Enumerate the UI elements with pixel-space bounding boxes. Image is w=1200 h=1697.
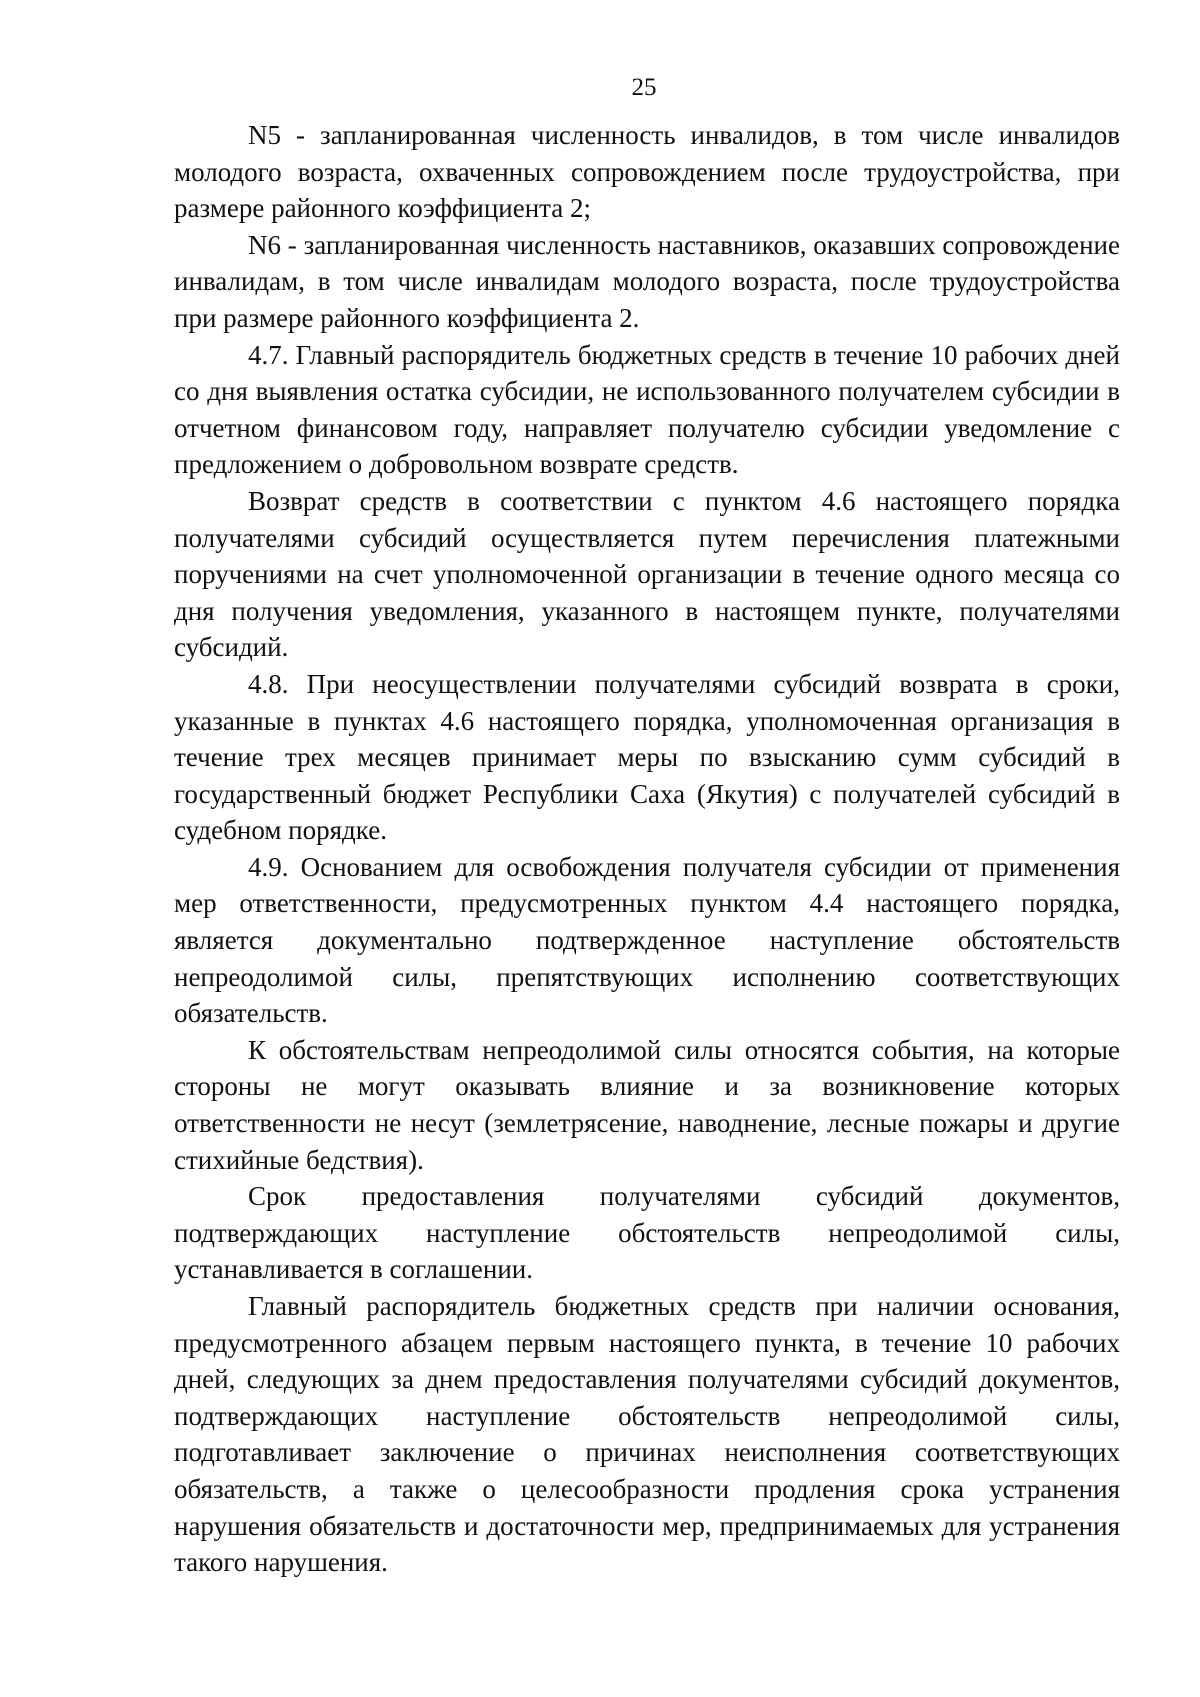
page-number: 25 <box>631 74 657 101</box>
paragraph-4-7: 4.7. Главный распорядитель бюджетных средств в течение 10 рабочих дней со дня выявления остатка субсидии, не использованного получателем субсидии в отчетном финансовом году, направляет получателю субсидии уведомление с предложением о добровольном возврате средств. <box>174 339 1120 480</box>
paragraph-4-8: 4.8. При неосуществлении получателями субсидий возврата в сроки, указанные в пунктах 4.6 настоящего порядка, уполномоченная организация в течение трех месяцев принимает меры по взысканию сумм субсидий в государственный бюджет Республики Саха (Якутия) с получателей субсидий в судебном порядке. <box>174 668 1120 846</box>
paragraph-force-majeure-definition: К обстоятельствам непреодолимой силы относятся события, на которые стороны не могут оказывать влияние и за возникновение которых ответственности не несут (землетрясение, наводнение, лесные пожары и другие стихийные бедствия). <box>174 1034 1120 1175</box>
paragraph-4-9: 4.9. Основанием для освобождения получателя субсидии от применения мер ответственности, предусмотренных пунктом 4.4 настоящего порядка, является документально подтвержденное наступление обстоятельств непреодолимой силы, препятствующих исполнению соответствующих обязательств. <box>174 851 1120 1029</box>
paragraph-refund-procedure: Возврат средств в соответствии с пунктом 4.6 настоящего порядка получателями субсидий осуществляется путем перечисления платежными поручениями на счет уполномоченной организации в течение одного месяца со дня получения уведомления, указанного в настоящем пункте, получателями субсидий. <box>174 485 1120 663</box>
document-body <box>174 117 1120 1581</box>
paragraph-n5-definition: N5 - запланированная численность инвалидов, в том числе инвалидов молодого возраста, охваченных сопровождением после трудоустройства, при размере районного коэффициента 2; <box>174 120 1120 224</box>
paragraph-conclusion-procedure: Главный распорядитель бюджетных средств при наличии основания, предусмотренного абзацем первым настоящего пункта, в течение 10 рабочих дней, следующих за днем предоставления получателями субсидий документов, подтверждающих наступление обстоятельств непреодолимой силы, подготавливает заключение о причинах неисполнения соответствующих обязательств, а также о целесообразности продления срока устранения нарушения обязательств и достаточности мер, предпринимаемых для устранения такого нарушения. <box>174 1291 1120 1578</box>
paragraph-documents-deadline: Срок предоставления получателями субсидий документов, подтверждающих наступление обстоятельств непреодолимой силы, устанавливается в соглашении. <box>174 1181 1120 1285</box>
paragraph-n6-definition: N6 - запланированная численность наставников, оказавших сопровождение инвалидам, в том числе инвалидам молодого возраста, после трудоустройства при размере районного коэффициента 2. <box>174 229 1120 333</box>
